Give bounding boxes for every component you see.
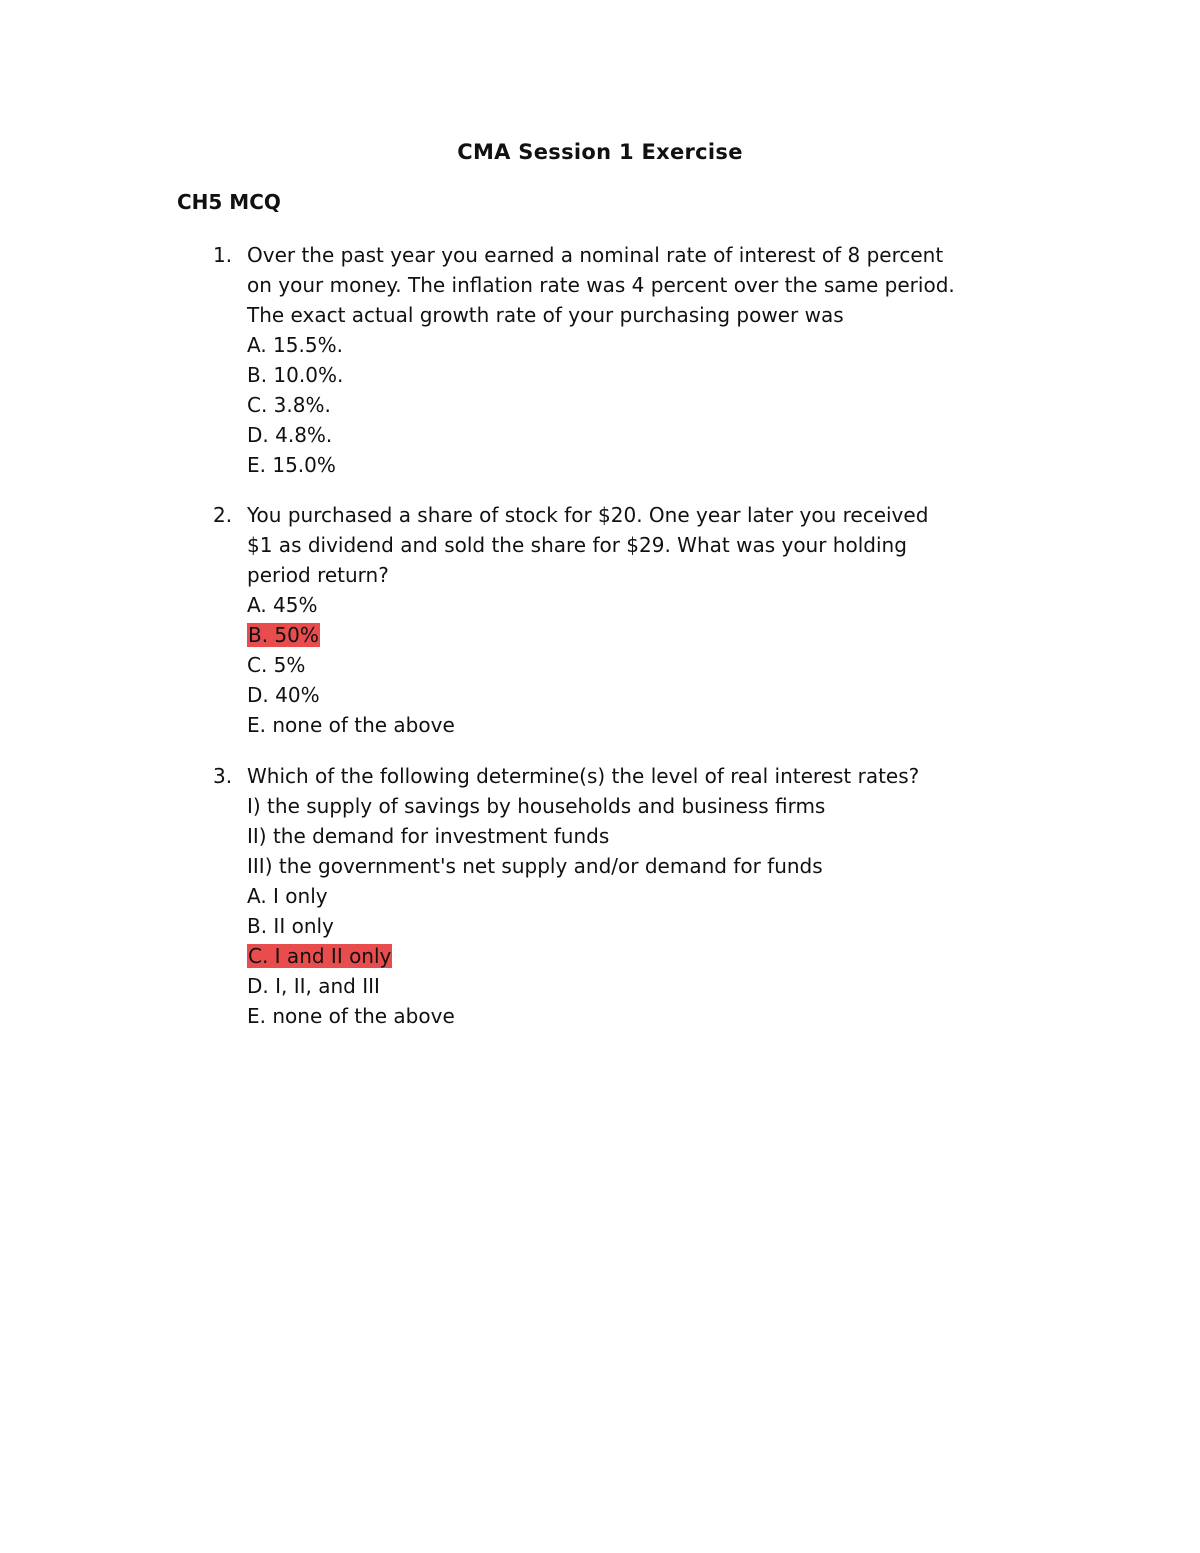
question-1: [213, 240, 1033, 480]
option-c: C. 5%: [247, 653, 306, 677]
option-c-highlighted: C. I and II only: [248, 944, 392, 968]
question-stem-line: III) the government's net supply and/or demand for funds: [247, 854, 823, 878]
question-2: [213, 500, 1033, 740]
option-d: D. 4.8%.: [247, 423, 333, 447]
question-3: [213, 761, 1033, 1031]
question-stem-line: $1 as dividend and sold the share for $29. What was your holding: [247, 533, 907, 557]
option-a: A. 15.5%.: [247, 333, 343, 357]
option-d: D. I, II, and III: [247, 974, 380, 998]
option-d: D. 40%: [247, 683, 320, 707]
option-e: E. none of the above: [247, 1004, 455, 1028]
option-e: E. 15.0%: [247, 453, 336, 477]
question-number: 3.: [213, 764, 233, 788]
question-stem-line: I) the supply of savings by households and business firms: [247, 794, 826, 818]
question-stem-line: Over the past year you earned a nominal rate of interest of 8 percent: [247, 243, 944, 267]
question-stem-line: period return?: [247, 563, 389, 587]
document-title: CMA Session 1 Exercise: [457, 140, 743, 164]
option-a: A. 45%: [247, 593, 318, 617]
option-e: E. none of the above: [247, 713, 455, 737]
option-b: B. 10.0%.: [247, 363, 344, 387]
question-stem-line: The exact actual growth rate of your purchasing power was: [247, 303, 844, 327]
question-stem-line: You purchased a share of stock for $20. One year later you received: [247, 503, 929, 527]
section-heading: CH5 MCQ: [177, 190, 281, 214]
option-b-highlighted: B. 50%: [248, 623, 319, 647]
option-b: B. II only: [247, 914, 334, 938]
option-c: C. 3.8%.: [247, 393, 331, 417]
question-stem-line: II) the demand for investment funds: [247, 824, 610, 848]
option-a: A. I only: [247, 884, 328, 908]
question-number: 2.: [213, 503, 233, 527]
question-stem-line: on your money. The inflation rate was 4 percent over the same period.: [247, 273, 955, 297]
question-number: 1.: [213, 243, 233, 267]
question-stem-line: Which of the following determine(s) the level of real interest rates?: [247, 764, 920, 788]
